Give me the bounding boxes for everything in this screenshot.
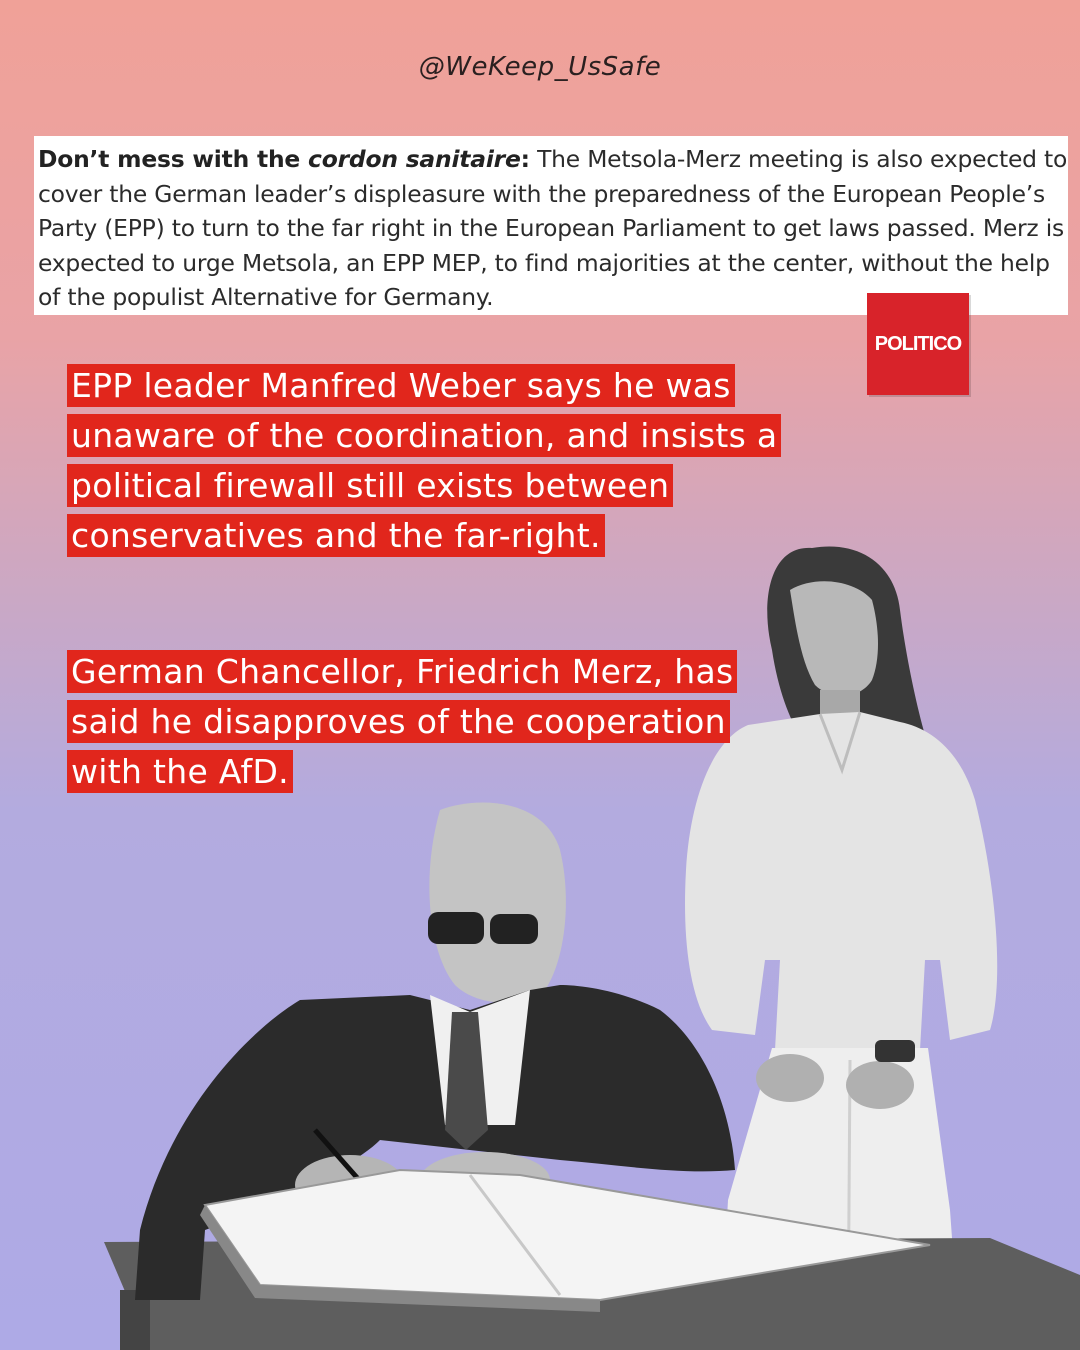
caption-merz-text: German Chancellor, Friedrich Merz, has said he disapproves of the cooperation with the AfD. bbox=[67, 650, 737, 793]
politico-logo: POLITICO bbox=[867, 293, 969, 395]
caption-weber-text: EPP leader Manfred Weber says he was unaware of the coordination, and insists a political firewall still exists between conservatives and the far-right. bbox=[67, 364, 781, 557]
caption-weber bbox=[67, 361, 787, 561]
excerpt-lead-italic: cordon sanitaire bbox=[308, 145, 521, 173]
excerpt-body: The Metsola-Merz meeting is also expected to cover the German leader’s displeasure with the preparedness of the European People’s Party (EPP) to turn to the far right in the European Parliament to get laws passed. Merz is expected to urge Metsola, an EPP MEP, to find majorities at the center, without the help of the populist Alternative for Germany. bbox=[38, 145, 1068, 312]
account-handle: @WeKeep_UsSafe bbox=[418, 52, 662, 82]
excerpt-lead-suffix: : bbox=[520, 145, 530, 173]
caption-merz bbox=[67, 647, 787, 797]
excerpt-lead-prefix: Don’t mess with the bbox=[38, 145, 309, 173]
